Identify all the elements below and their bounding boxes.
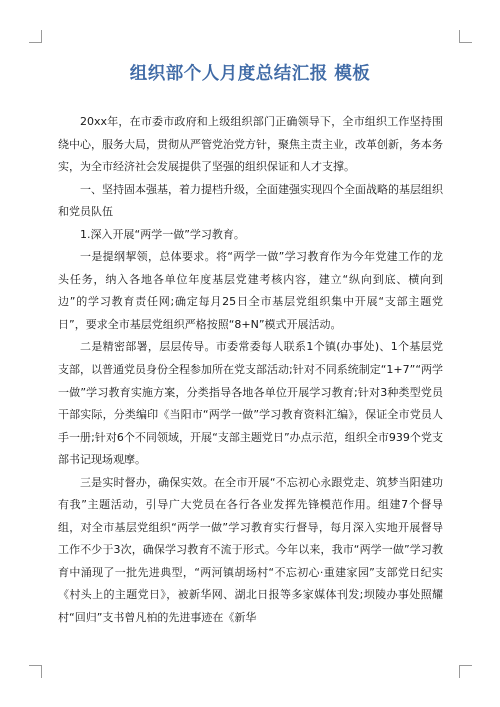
paragraph-point-3: 三是实时督办，确保实效。在全市开展“不忘初心永跟党走、筑梦当阳建功有我”主题活动，引导广大党员在各行各业发挥先锋模范作用。组建7个督导组，对全市基层党组织“两学一做”学习教育实行督导，每月深入实地开展督导工作不少于3次，确保学习教育不流于形式。今年以来，我市“两学一做”学习教育中涌现了一批先进典型，“两河镇胡场村“不忘初心·重建家园”支部党日纪实《村头上的主题党日》，被新华网、湖北日报等多家媒体刊发;坝陵办事处照耀村“回归”支书曾凡柏的先进事迹在《新华 [58, 475, 443, 625]
paragraph-intro: 20xx年，在市委市政府和上级组织部门正确领导下，全市组织工作坚持围绕中心，服务大局，贯彻从严管党治党方针，聚焦主责主业，改革创新，务本务实，为全市经济社会发展提供了坚强的组织保证和人才支撑。 [58, 115, 443, 174]
paragraph-point-1: 一是提纲挈领，总体要求。将“两学一做”学习教育作为今年党建工作的龙头任务，纳入各地各单位年度基层党建考核内容，建立“纵向到底、横向到边”的学习教育责任网;确定每月25日全市基层党组织集中开展“支部主题党日”，要求全市基层党组织严格按照“8+N”模式开展活动。 [58, 250, 443, 331]
paragraph-point-2: 二是精密部署，层层传导。市委常委每人联系1个镇(办事处)、1个基层党支部，以普通党员身份全程参加所在党支部活动;针对不同系统制定“1+7”“两学一做”学习教育实施方案，分类指导各地各单位开展学习教育;针对3种类型党员干部实际，分类编印《当阳市“两学一做”学习教育资料汇编》，保证全市党员人手一册;针对6个不同领域，开展“支部主题党日”办点示范，组织全市939个党支部书记现场观摩。 [58, 340, 444, 467]
crop-mark-bottom-left [29, 665, 42, 678]
document-title: 组织部个人月度总结汇报 模板 [129, 64, 371, 84]
document-body [58, 111, 443, 630]
crop-mark-top-right [459, 30, 472, 43]
crop-mark-top-left [29, 30, 42, 43]
subsection-heading-1-1: 1.深入开展“两学一做”学习教育。 [80, 227, 245, 241]
section-heading-1: 一、坚持固本强基，着力提档升级，全面建强实现四个全面战略的基层组织和党员队伍 [58, 182, 443, 219]
crop-mark-bottom-right [459, 665, 472, 678]
